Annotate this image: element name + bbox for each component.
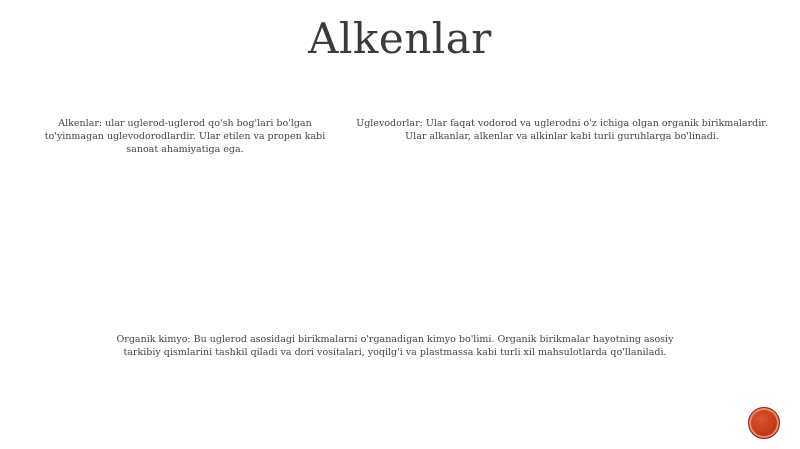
next-slide-button[interactable] [748,407,780,439]
text-block-organik-kimyo: Organik kimyo: Bu uglerod asosidagi birikmalarni o'rganadigan kimyo bo'limi. Organik birikmalar hayotning asosiy tarkibiy qismlarini tashkil qiladi va dori vositalari, yoqilg'i va plastmassa kabi turli xil mahsulotlarda qo'llaniladi. [116,334,674,358]
slide-title: Alkenlar [308,14,492,63]
text-block-alkenlar: Alkenlar: ular uglerod-uglerod qo'sh bog'lari bo'lgan to'yinmagan uglevodorodlardir. Ular etilen va propen kabi sanoat ahamiyatiga ega. [44,118,326,155]
text-block-uglevodorlar: Uglevodorlar: Ular faqat vodorod va uglerodni o'z ichiga olgan organik birikmalardir. Ular alkanlar, alkenlar va alkinlar kabi turli guruhlarga bo'linadi. [356,118,768,142]
